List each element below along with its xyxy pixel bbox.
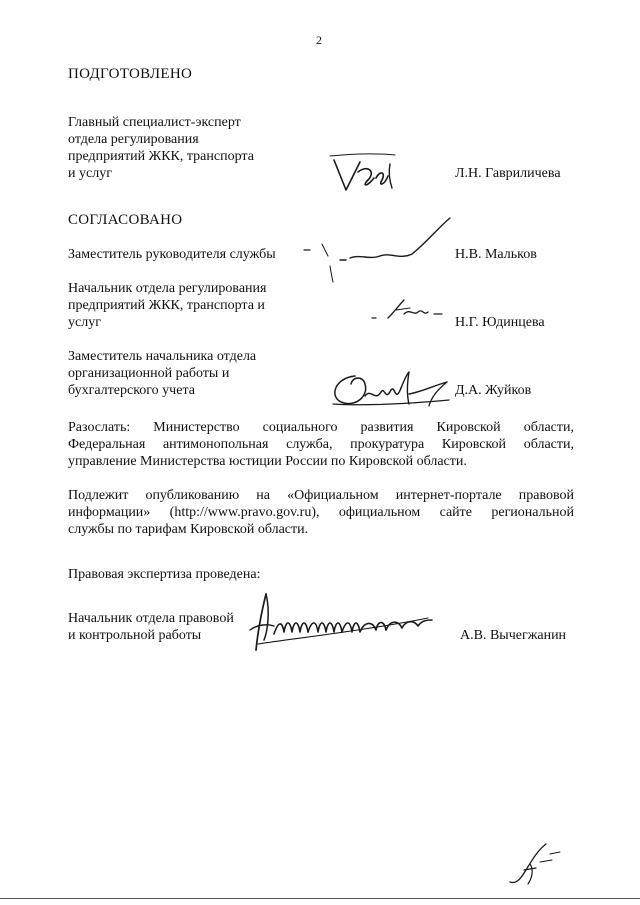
legal-review-name: А.В. Вычегжанин	[460, 628, 567, 643]
prepared-position-line: отдела регулирования	[68, 132, 199, 147]
prepared-position-line: и услуг	[68, 166, 112, 181]
signer-2-position: Начальник отдела регулирования	[68, 281, 267, 296]
page-bottom-edge	[0, 898, 640, 899]
page-number: 2	[316, 33, 322, 47]
signer-3-position: организационной работы и	[68, 366, 230, 381]
publication-line: информации» (http://www.pravo.gov.ru), официальном сайте региональной	[68, 505, 574, 520]
signer-2-position: услуг	[68, 315, 101, 330]
signer-3-position: Заместитель начальника отдела	[68, 349, 257, 364]
legal-review-statement: Правовая экспертиза проведена:	[68, 567, 261, 582]
publication-line: службы по тарифам Кировской области.	[68, 522, 309, 537]
prepared-position-line: предприятий ЖКК, транспорта	[68, 149, 254, 164]
prepared-heading: ПОДГОТОВЛЕНО	[68, 66, 193, 82]
publication-paragraph	[68, 487, 574, 538]
signer-2-position: предприятий ЖКК, транспорта и	[68, 298, 265, 313]
signature-yudintseva	[370, 296, 450, 326]
agreed-heading: СОГЛАСОВАНО	[68, 212, 183, 228]
initials-mark	[506, 840, 566, 890]
signer-1-position: Заместитель руководителя службы	[68, 247, 276, 262]
prepared-name: Л.Н. Гавриличева	[455, 166, 561, 181]
distribution-line: Разослать: Министерство социального развития Кировской области,	[68, 420, 574, 435]
distribution-line: Федеральная антимонопольная служба, прокуратура Кировской области,	[68, 437, 574, 452]
distribution-paragraph	[68, 419, 574, 470]
prepared-position-line: Главный специалист-эксперт	[68, 115, 241, 130]
signature-zhuikov	[325, 366, 465, 412]
publication-line: Подлежит опубликованию на «Официальном интернет-портале правовой	[68, 488, 574, 503]
signature-gavrilicheva	[320, 148, 420, 198]
legal-review-position: Начальник отдела правовой	[68, 611, 234, 626]
signer-2-name: Н.Г. Юдинцева	[455, 315, 545, 330]
signer-3-name: Д.А. Жуйков	[455, 383, 532, 398]
signature-vychegzhanin	[238, 590, 438, 655]
legal-review-position: и контрольной работы	[68, 628, 202, 643]
distribution-line: управление Министерства юстиции России по Кировской области.	[68, 454, 467, 469]
signer-1-name: Н.В. Мальков	[455, 247, 537, 262]
signature-malkov	[300, 214, 460, 284]
signer-3-position: бухгалтерского учета	[68, 383, 195, 398]
